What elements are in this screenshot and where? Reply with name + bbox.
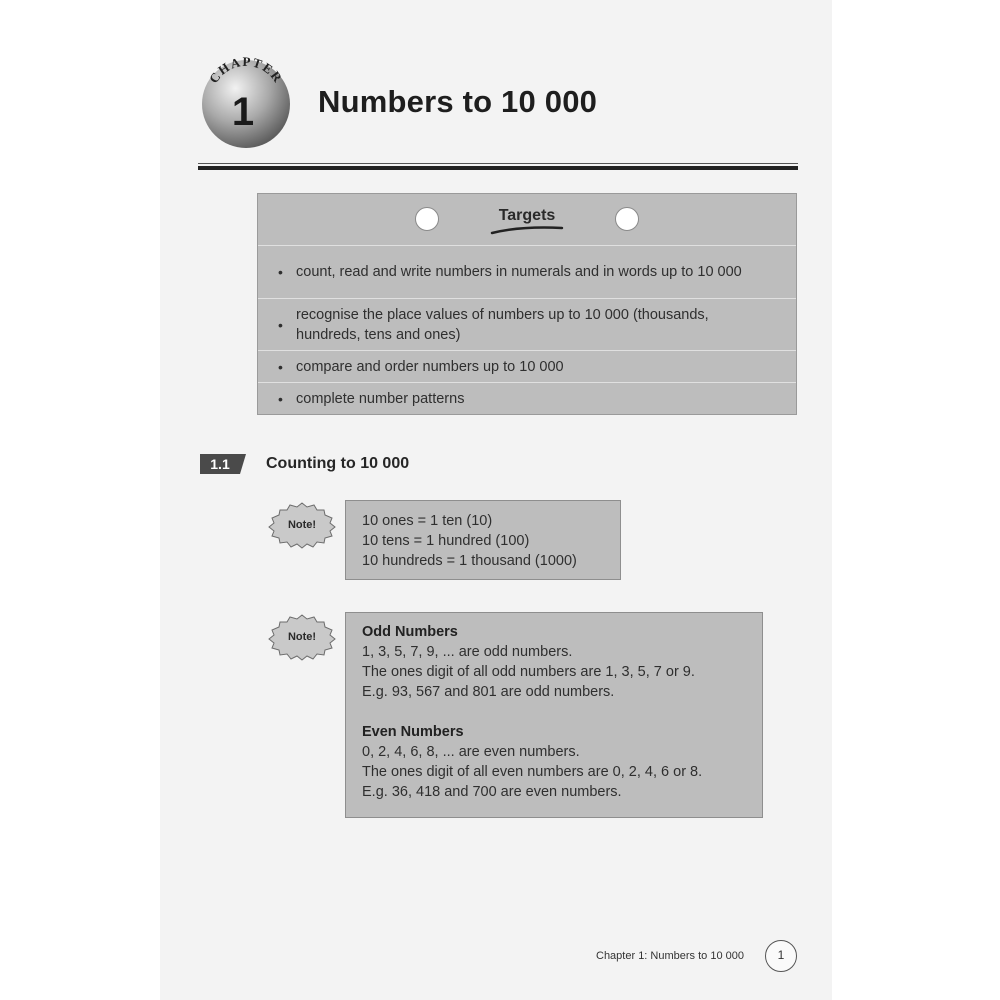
chapter-badge xyxy=(196,50,296,150)
note-line: E.g. 36, 418 and 700 are even numbers. xyxy=(362,784,622,800)
note-box-odd-even xyxy=(345,612,763,818)
section-title: Counting to 10 000 xyxy=(266,455,410,472)
even-heading: Even Numbers xyxy=(362,724,464,740)
note-line: 0, 2, 4, 6, 8, ... are even numbers. xyxy=(362,744,580,760)
spacer xyxy=(362,702,746,722)
swoosh-icon xyxy=(490,225,564,235)
targets-box xyxy=(257,193,797,415)
note-line: 1, 3, 5, 7, 9, ... are odd numbers. xyxy=(362,644,573,660)
target-item xyxy=(258,299,796,351)
title-rule-thin xyxy=(198,163,798,164)
target-item xyxy=(258,351,796,383)
title-rule-thick xyxy=(198,166,798,170)
note-badge xyxy=(267,613,337,661)
bullet-icon: • xyxy=(278,358,283,375)
target-text: compare and order numbers up to 10 000 xyxy=(296,358,564,375)
bullet-icon: • xyxy=(278,264,283,280)
targets-title: Targets xyxy=(498,207,556,224)
note-box-place-value xyxy=(345,500,621,580)
odd-heading: Odd Numbers xyxy=(362,624,458,640)
note-line: 10 tens = 1 hundred (100) xyxy=(362,533,530,549)
note-line: The ones digit of all odd numbers are 1, 3, 5, 7 or 9. xyxy=(362,664,695,680)
bullet-icon: • xyxy=(278,391,283,407)
section-number: 1.1 xyxy=(210,456,230,472)
target-item xyxy=(258,383,796,415)
chapter-number: 1 xyxy=(231,90,255,134)
note-line: 10 ones = 1 ten (10) xyxy=(362,513,493,529)
note-line: The ones digit of all even numbers are 0, 2, 4, 6 or 8. xyxy=(362,764,703,780)
page-number: 1 xyxy=(765,940,797,972)
target-item xyxy=(258,246,796,299)
targets-header xyxy=(258,194,796,246)
note-badge xyxy=(267,501,337,549)
circle-icon xyxy=(615,207,639,231)
note-label: Note! xyxy=(287,631,317,643)
note-label: Note! xyxy=(287,519,317,531)
target-text: count, read and write numbers in numerals and in words up to 10 000 xyxy=(296,264,742,280)
bullet-icon: • xyxy=(278,316,283,333)
chapter-title: Numbers to 10 000 xyxy=(318,84,598,119)
chapter-label: CHAPTER xyxy=(205,53,287,86)
target-text: complete number patterns xyxy=(296,391,465,407)
target-text: recognise the place values of numbers up to 10 000 (thousands, hundreds, tens and ones) xyxy=(296,306,709,343)
footer-chapter-text: Chapter 1: Numbers to 10 000 xyxy=(596,950,744,962)
note-line: 10 hundreds = 1 thousand (1000) xyxy=(362,553,577,569)
note-line: E.g. 93, 567 and 801 are odd numbers. xyxy=(362,684,615,700)
